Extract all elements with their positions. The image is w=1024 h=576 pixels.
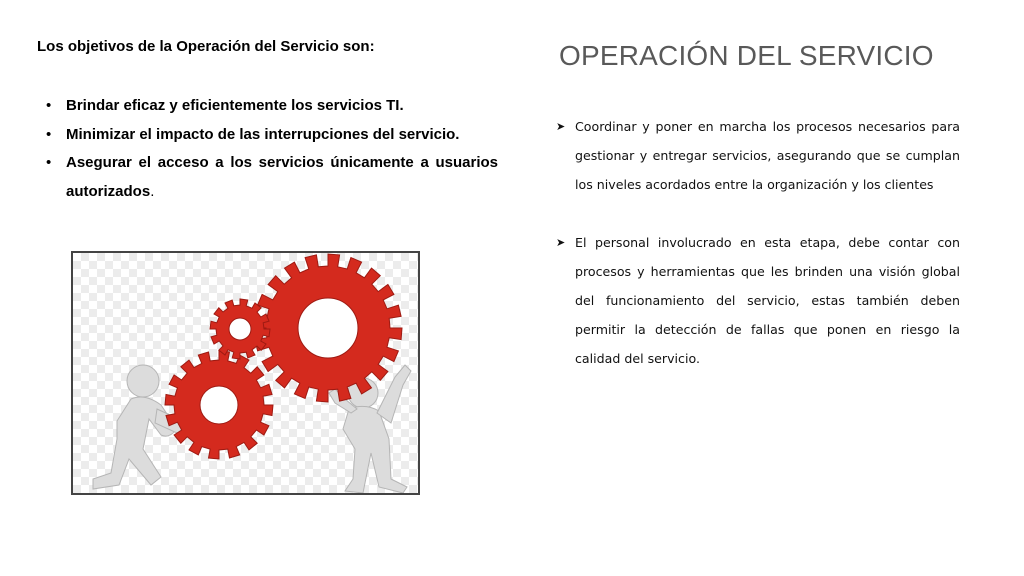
objectives-heading: Los objetivos de la Operación del Servicio son:	[37, 38, 375, 55]
description-text: Coordinar y poner en marcha los procesos necesarios para gestionar y entregar servicios, asegurando que se cumplan los niveles acordados entre la organización y los clientes	[575, 119, 960, 192]
slide-title: OPERACIÓN DEL SERVICIO	[559, 40, 934, 71]
gears-illustration	[71, 251, 420, 495]
description-item	[556, 228, 960, 373]
medium-gear-icon-hole	[200, 386, 238, 424]
objective-item	[44, 121, 498, 150]
objectives-list	[44, 92, 498, 206]
objective-item	[44, 92, 498, 121]
description-item	[556, 112, 960, 199]
description-list	[556, 112, 960, 373]
small-gear-icon-hole	[229, 318, 251, 340]
objective-text: Minimizar el impacto de las interrupciones del servicio.	[66, 125, 460, 143]
arrow-bullet-icon: ➤	[556, 236, 566, 249]
objective-text: Brindar eficaz y eficientemente los servicios TI.	[66, 97, 404, 114]
arrow-bullet-icon: ➤	[556, 120, 566, 133]
gears-figures-icon	[73, 253, 418, 493]
description-text: El personal involucrado en esta etapa, debe contar con procesos y herramientas que les brinden una visión global del funcionamiento del servicio, estas también deben permitir la detección de fallas que ponen en riesgo la calidad del servicio.	[575, 235, 960, 366]
large-gear-icon-hole	[298, 298, 358, 358]
objective-item: • Asegurar el acceso a los servicios únicamente a usuarios autorizados.	[44, 149, 498, 206]
objective-text: Asegurar el acceso a los servicios únicamente a usuarios autorizados	[66, 154, 498, 200]
